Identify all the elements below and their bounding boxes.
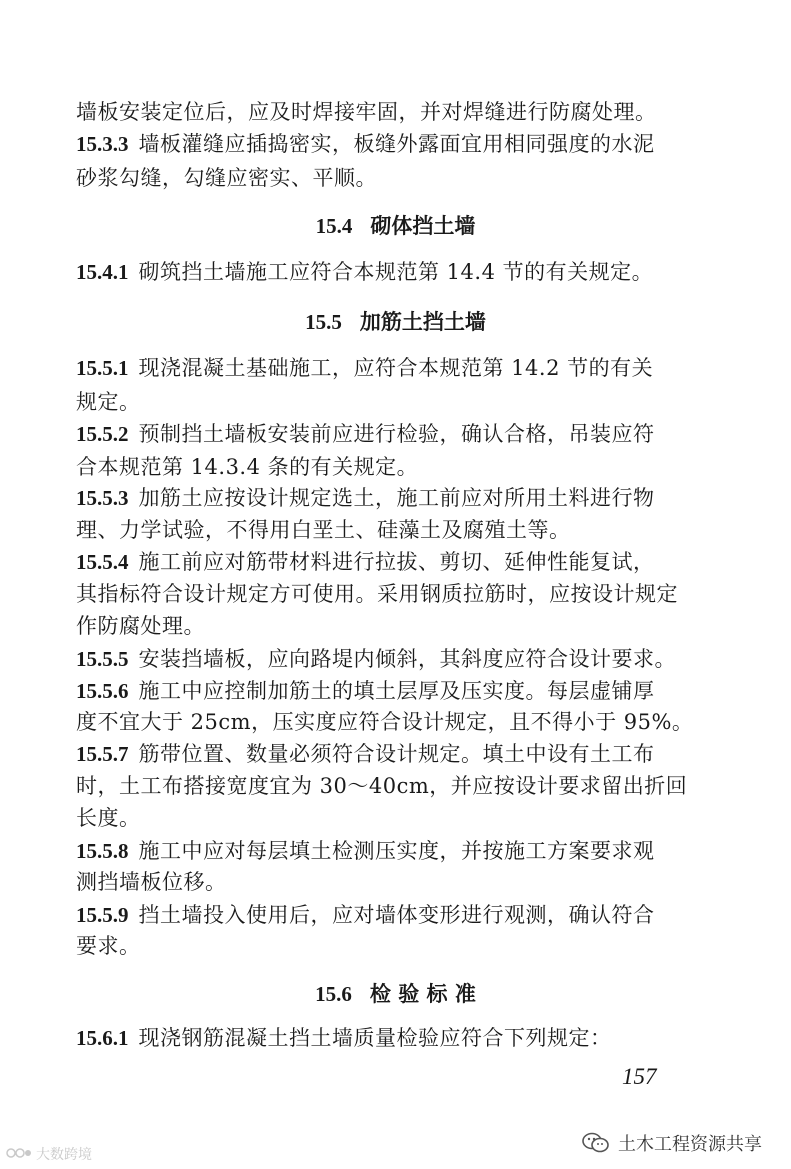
- text-line: [76, 388, 716, 416]
- text-line: [76, 932, 716, 960]
- text-line: [76, 772, 716, 800]
- text-line: [76, 98, 716, 126]
- text-line: [76, 901, 716, 929]
- text-line: [76, 612, 716, 640]
- section-title: 砌体挡土墙: [370, 213, 476, 238]
- clause-text: 时，土工布搭接宽度宜为 30～40cm，并应按设计要求留出折回: [76, 774, 688, 798]
- text-line: [76, 548, 716, 576]
- clause-text: 预制挡土墙板安装前应进行检验，确认合格，吊装应符: [138, 422, 655, 446]
- clause-number: 15.3.3: [76, 132, 129, 156]
- clause-text: 墙板安装定位后，应及时焊接牢固，并对焊缝进行防腐处理。: [76, 100, 657, 124]
- wechat-icon: [582, 1132, 610, 1154]
- text-line: [76, 130, 716, 158]
- clause-text: 砌筑挡土墙施工应符合本规范第 14.4 节的有关规定。: [138, 260, 654, 284]
- watermark-right: [582, 1130, 762, 1156]
- watermark-logo-icon: [6, 1146, 32, 1163]
- text-line: [76, 677, 716, 705]
- text-line: [76, 804, 716, 832]
- clause-text: 施工中应对每层填土检测压实度，并按施工方案要求观: [138, 839, 655, 863]
- clause-text: 筋带位置、数量必须符合设计规定。填土中设有土工布: [138, 742, 655, 766]
- watermark-left: [6, 1144, 92, 1164]
- clause-text: 加筋土应按设计规定选土，施工前应对所用土料进行物: [138, 486, 655, 510]
- clause-text: 砂浆勾缝，勾缝应密实、平顺。: [76, 166, 377, 190]
- clause-text: 长度。: [76, 806, 141, 830]
- clause-number: 15.5.8: [76, 839, 129, 863]
- clause-text: 作防腐处理。: [76, 614, 205, 638]
- clause-text: 合本规范第 14.3.4 条的有关规定。: [76, 455, 419, 479]
- clause-text: 其指标符合设计规定方可使用。采用钢质拉筋时，应按设计规定: [76, 582, 678, 606]
- clause-number: 15.5.1: [76, 356, 129, 380]
- section-number: 15.5: [305, 310, 342, 334]
- clause-text: 安装挡墙板，应向路堤内倾斜，其斜度应符合设计要求。: [138, 647, 676, 671]
- text-line: [76, 420, 716, 448]
- clause-number: 15.5.4: [76, 550, 129, 574]
- watermark-right-text: 土木工程资源共享: [618, 1134, 762, 1154]
- text-line: [76, 1024, 716, 1052]
- clause-number: 15.5.7: [76, 742, 129, 766]
- text-line: [76, 868, 716, 896]
- clause-text: 挡土墙投入使用后，应对墙体变形进行观测，确认符合: [138, 903, 655, 927]
- clause-text: 理、力学试验，不得用白垩土、硅藻土及腐殖土等。: [76, 518, 571, 542]
- clause-text: 现浇混凝土基础施工，应符合本规范第 14.2 节的有关: [138, 356, 654, 380]
- clause-text: 墙板灌缝应插捣密实，板缝外露面宜用相同强度的水泥: [138, 132, 655, 156]
- watermark-left-text: 大数跨境: [36, 1146, 92, 1162]
- text-line: [76, 453, 716, 481]
- clause-number: 15.5.9: [76, 903, 129, 927]
- text-line: [76, 258, 716, 286]
- section-heading: [0, 212, 791, 240]
- text-line: [76, 645, 716, 673]
- section-heading: [0, 308, 791, 336]
- section-title: 加筋土挡土墙: [359, 309, 486, 334]
- text-line: [76, 580, 716, 608]
- text-line: [76, 516, 716, 544]
- section-heading: [0, 980, 791, 1008]
- text-line: [76, 484, 716, 512]
- clause-number: 15.6.1: [76, 1026, 129, 1050]
- clause-number: 15.5.3: [76, 486, 129, 510]
- clause-number: 15.5.5: [76, 647, 129, 671]
- clause-number: 15.4.1: [76, 260, 129, 284]
- section-title: 检 验 标 准: [369, 981, 476, 1006]
- clause-number: 15.5.2: [76, 422, 129, 446]
- section-number: 15.6: [315, 982, 352, 1006]
- clause-text: 规定。: [76, 390, 141, 414]
- text-line: [76, 708, 716, 736]
- clause-text: 要求。: [76, 934, 141, 958]
- clause-text: 施工中应控制加筋土的填土层厚及压实度。每层虚铺厚: [138, 679, 655, 703]
- clause-text: 施工前应对筋带材料进行拉拔、剪切、延伸性能复试，: [138, 550, 655, 574]
- clause-text: 现浇钢筋混凝土挡土墙质量检验应符合下列规定：: [138, 1026, 612, 1050]
- text-line: [76, 354, 716, 382]
- clause-text: 测挡墙板位移。: [76, 870, 227, 894]
- text-line: [76, 837, 716, 865]
- clause-text: 度不宜大于 25cm，压实度应符合设计规定，且不得小于 95%。: [76, 710, 694, 734]
- page-number: 157: [622, 1064, 657, 1089]
- text-line: [76, 164, 716, 192]
- clause-number: 15.5.6: [76, 679, 129, 703]
- text-line: [76, 740, 716, 768]
- section-number: 15.4: [315, 214, 353, 238]
